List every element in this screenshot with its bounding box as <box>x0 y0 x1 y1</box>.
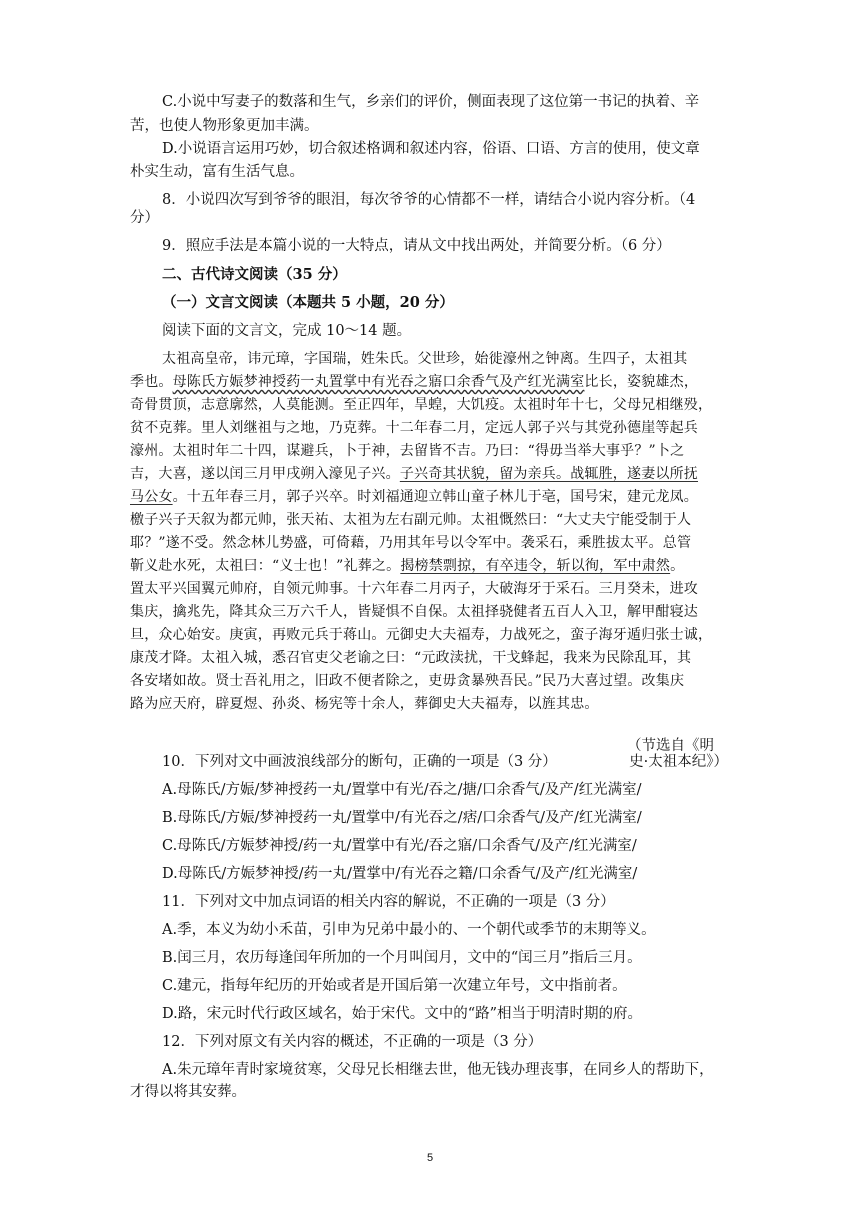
text-line: A.朱元璋年青时家境贫寒，父母兄长相继去世，他无钱办理丧事，在同乡人的帮助下， <box>162 1062 714 1078</box>
text-line: 各安堵如故。贤士吾礼用之，旧政不便者除之，吏毋贪暴殃吾民。”民乃大喜过望。改集庆 <box>130 673 685 689</box>
underlined-passage: 马公女 <box>130 489 173 505</box>
text-line: 耶？”遂不受。然念林儿势盛，可倚藉，乃用其年号以令军中。袭采石，乘胜拔太平。总管 <box>130 535 692 551</box>
text-line: C.建元，指每年纪历的开始或者是开国后第一次建立年号，文中指前者。 <box>162 978 627 994</box>
text-line: 路为应天府，辟夏煜、孙炎、杨宪等十余人，葬御史大夫福寿，以旌其忠。 <box>130 696 599 712</box>
text-line: B.闰三月，农历每逢闰年所加的一个月叫闰月，文中的“闰三月”指后三月。 <box>162 950 642 966</box>
text-line: 朴实生动，富有生活气息。 <box>130 164 304 180</box>
text-line: 阅读下面的文言文，完成 10～14 题。 <box>162 323 412 339</box>
text-line: 马公女。十五年春三月，郭子兴卒。时刘福通迎立韩山童子林儿于亳，国号宋，建元龙凤。 <box>130 489 699 505</box>
text-line: C.小说中写妻子的数落和生气，乡亲们的评价，侧面表现了这位第一书记的执着、辛 <box>162 94 700 110</box>
text-line: 11．下列对文中加点词语的相关内容的解说，不正确的一项是（3 分） <box>162 894 615 910</box>
text-line: 置太平兴国翼元帅府，自领元帅事。十六年春二月丙子，大破海牙于采石。三月癸未，进攻 <box>130 581 698 597</box>
text-line: 9．照应手法是本篇小说的一大特点，请从文中找出两处，并简要分析。（6 分） <box>162 238 671 254</box>
page-number: 5 <box>426 1152 434 1164</box>
text-line: 太祖高皇帝，讳元璋，字国瑞，姓朱氏。父世珍，始徙濠州之钟离。生四子，太祖其 <box>162 351 688 367</box>
text-line: 靳义赴水死，太祖曰：“义士也！”礼葬之。揭榜禁剽掠，有卒违令，斩以徇，军中肃然。 <box>130 558 685 574</box>
text-line: C.母陈氏/方娠梦神授/药一丸/置掌中有光/吞之寤/口余香气/及产/红光满室/ <box>162 838 637 854</box>
text-line: 旦，众心始安。庚寅，再败元兵于蒋山。元御史大夫福寿，力战死之，蛮子海牙遁归张士诚， <box>130 627 713 643</box>
text-line: 12．下列对原文有关内容的概述，不正确的一项是（3 分） <box>162 1034 543 1050</box>
text-line: B.母陈氏/方娠/梦神授药一丸/置掌中/有光吞之/痞/口余香气/及产/红光满室/ <box>162 810 642 826</box>
text-line: D.母陈氏/方娠梦神授/药一丸/置掌中/有光吞之籍/口余香气/及产/红光满室/ <box>162 866 638 882</box>
text-line: 8．小说四次写到爷爷的眼泪，每次爷爷的心情都不一样，请结合小说内容分析。（4 <box>162 192 696 208</box>
source-citation-line2: 史·太祖本纪》） <box>629 754 728 770</box>
text-line: 集庆，擒兆先，降其众三万六千人，皆疑惧不自保。太祖择骁健者五百人入卫，解甲酣寝达 <box>130 604 698 620</box>
text-line: 分） <box>130 210 159 226</box>
text-line: D.路，宋元时代行政区域名，始于宋代。文中的“路”相当于明清时期的府。 <box>162 1006 643 1022</box>
underlined-passage: 揭榜禁剽掠，有卒违令，斩以徇，军中肃然 <box>400 558 671 574</box>
text-line: 贫不克葬。里人刘继祖与之地，乃克葬。十二年春二月，定远人郭子兴与其党孙德崖等起兵 <box>130 420 698 436</box>
text-line: 二、古代诗文阅读（35 分） <box>162 266 347 283</box>
text-line: D.小说语言运用巧妙，切合叙述格调和叙述内容，俗语、口语、方言的使用，使文章 <box>162 141 700 157</box>
underlined-passage: 母陈氏方娠梦神授药一丸置掌中有光吞之寤口余香气及产红光满室 <box>172 374 585 390</box>
text-line: 季也。母陈氏方娠梦神授药一丸置掌中有光吞之寤口余香气及产红光满室比长，姿貌雄杰， <box>130 374 699 390</box>
text-line: 苦，也使人物形象更加丰满。 <box>130 118 319 134</box>
text-line: 10．下列对文中画波浪线部分的断句，正确的一项是（3 分） <box>162 754 557 770</box>
text-line: 檄子兴子天叙为都元帅，张天祐、太祖为左右副元帅。太祖慨然曰：“大丈夫宁能受制于人 <box>130 512 692 528</box>
text-line: 才得以将其安葬。 <box>130 1084 246 1100</box>
text-line: 康茂才降。太祖入城，悉召官吏父老谕之曰：“元政渎扰，干戈蜂起，我来为民除乱耳，其 <box>130 650 692 666</box>
text-line: A.季，本义为幼小禾苗，引申为兄弟中最小的、一个朝代或季节的末期等义。 <box>162 922 656 938</box>
text-line: 吉，大喜，遂以闰三月甲戌朔入濠见子兴。子兴奇其状貌，留为亲兵。战辄胜，遂妻以所抚 <box>130 466 699 482</box>
underlined-passage: 子兴奇其状貌，留为亲兵。战辄胜，遂妻以所抚 <box>399 466 699 482</box>
text-line: A.母陈氏/方娠/梦神授药一丸/置掌中有光/吞之/搪/口余香气/及产/红光满室/ <box>162 782 642 798</box>
text-line: （一）文言文阅读（本题共 5 小题，20 分） <box>162 294 454 311</box>
text-line: 濠州。太祖时年二十四，谋避兵，卜于神，去留皆不吉。乃曰：“得毋当举大事乎？”卜之 <box>130 443 685 459</box>
source-citation-line1: （节选自《明 <box>627 738 714 754</box>
text-line: 奇骨贯顶，志意廓然，人莫能测。至正四年，旱蝗，大饥疫。太祖时年十七，父母兄相继殁， <box>130 397 713 413</box>
